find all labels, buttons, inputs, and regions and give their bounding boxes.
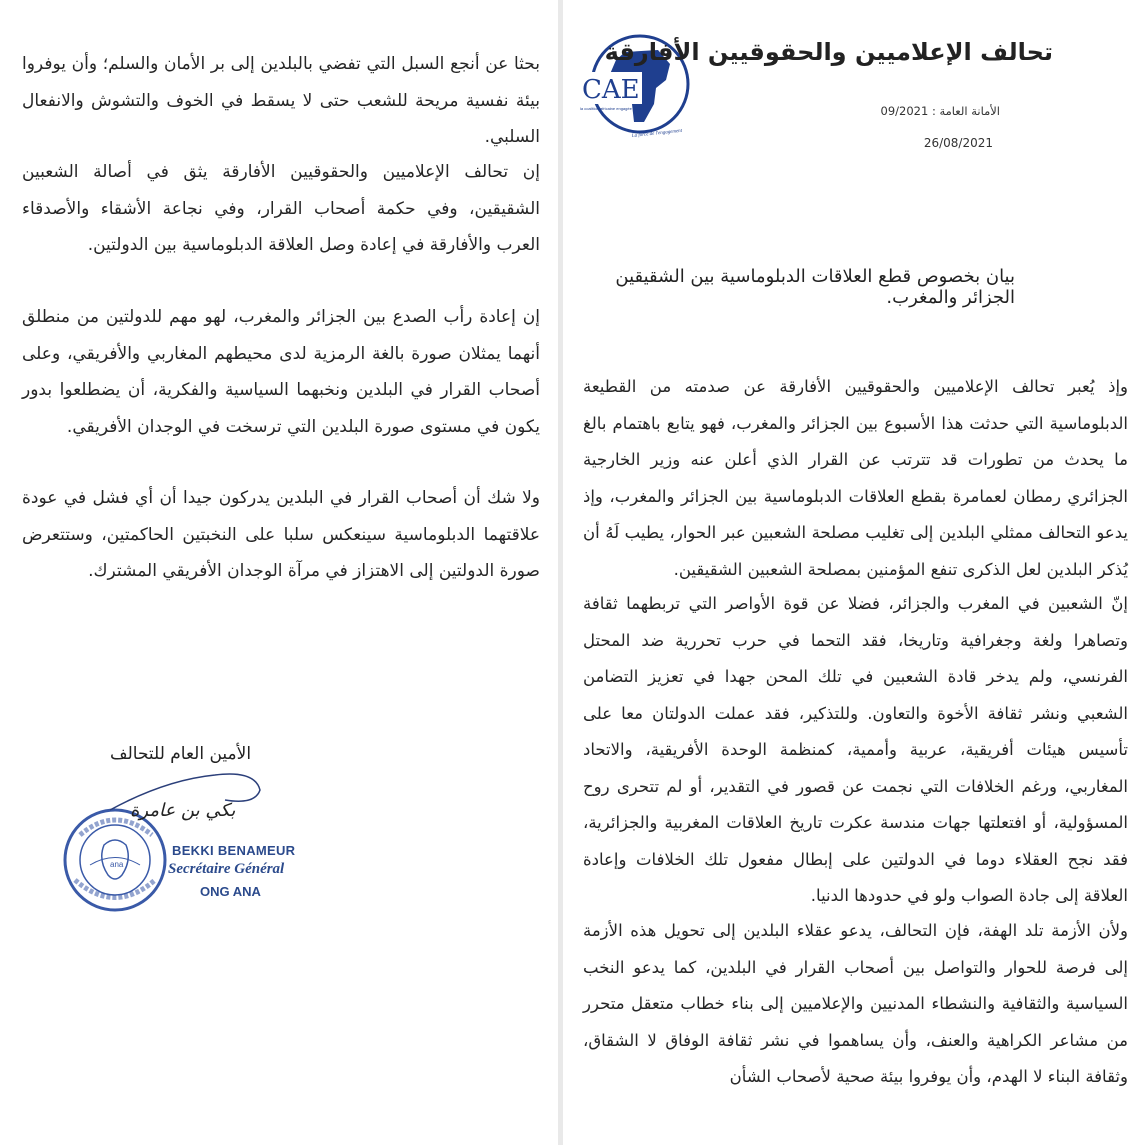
statement-subject: بيان بخصوص قطع العلاقات الدبلوماسية بين الشقيقين الجزائر والمغرب. [615, 266, 1015, 308]
page-one [563, 0, 1145, 1145]
page-two [0, 0, 558, 1145]
logo-acronym: CAE [582, 75, 640, 105]
logo-small-text: la coalition africaine engagée [580, 106, 632, 111]
right-paragraph-1: وإذ يُعبر تحالف الإعلاميين والحقوقيين الأفارقة عن صدمته من القطيعة الدبلوماسية التي حدثت هذا الأسبوع بين الجزائر والمغرب، فهو يتابع باهتمام بالغ ما يحدث من تطورات قد تترتب عن القرار الذي أعلن عنه وزير الخارجية الجزائري رمطان لعمامرة بقطع العلاقات الدبلوماسية بين الجزائر والمغرب، وإذ يدعو التحالف ممثلي البلدين إلى تغليب مصلحة الشعبين عبر الحوار، يطيب لَهُ أن يُذكر البلدين لعل الذكرى تنفع المؤمنين بمصلحة الشعبين الشقيقين. [583, 377, 1128, 579]
signatory-name: BEKKI BENAMEUR [172, 843, 296, 858]
signature-flourish [105, 760, 265, 820]
reference-number: الأمانة العامة : 09/2021 [880, 104, 1000, 118]
signatory-role: Secrétaire Général [168, 861, 285, 877]
left-paragraph-2: إن تحالف الإعلاميين والحقوقيين الأفارقة يثق في أصالة الشعبين الشقيقين، وفي حكمة أصحاب القرار، وفي نجاعة الأشقاء والأصدقاء العرب والأفارقة في إعادة وصل العلاقة الدبلوماسية بين الدولتين. [22, 162, 540, 255]
right-paragraph-3: ولأن الأزمة تلد الهفة، فإن التحالف، يدعو عقلاء البلدين إلى تحويل هذه الأزمة إلى فرصة للحوار والتواصل بين أصحاب القرار في البلدين، كما يدعو النخب السياسية والثقافية والنشطاء المدنيين والإعلاميين إلى بناء خطاب متعقل متحرر من مشاعر الكراهية والعنف، وأن يساهموا في نشر ثقافة الوفاق لا الشقاق، وثقافة البناء لا الهدم، وأن يوفروا بيئة صحية لأصحاب الشأن [583, 921, 1128, 1086]
handwritten-signature: بكي بن عامرة [130, 800, 236, 821]
left-paragraph-3: إن إعادة رأب الصدع بين الجزائر والمغرب، لهو مهم للدولتين من منطلق أنهما يمثلان صورة بالغة الرمزية لدى محيطهم المغاربي والأفريقي، وعلى أصحاب القرار في البلدين ونخبهما السياسية والفكرية، أن يضطلعوا بدور يكون في مستوى صورة البلدين التي ترسخت في الوجدان الأفريقي. [22, 307, 540, 437]
signatory-org: ONG ANA [200, 884, 261, 899]
right-paragraph-2: إنّ الشعبين في المغرب والجزائر، فضلا عن قوة الأواصر التي تربطهما ثقافة وتصاهرا ولغة وجغرافية وتاريخا، فقد التحما في حرب تحررية ضد المحتل الفرنسي، ولم يدخر قادة الشعبين في تلك المحن جهدا في تعزيز التضامن الشعبي ونشر ثقافة الأخوة والتعاون. وللتذكير، فقد عملت الدولتان معا على تأسيس هيئات أفريقية، عربية وأممية، كمنظمة الوحدة الأفريقية، والاتحاد المغاربي، ورغم الخلافات التي نجمت عن قصور في التقدير، أو لم تتحرى روح المسؤولية، أو افتعلتها جهات مندسة عكرت تاريخ العلاقات المغربية والجزائرية، فقد نجح العقلاء دوما في الدولتين على إبطال مفعول تلك الخلافات وإعادة العلاقة إلى جادة الصواب ولو في حدودها الدنيا. [583, 594, 1128, 905]
document-date: 26/08/2021 [923, 136, 993, 150]
logo-tagline: La force de l'engagement [631, 128, 683, 139]
organization-stamp [60, 805, 170, 915]
left-paragraph-4: ولا شك أن أصحاب القرار في البلدين يدركون جيدا أن أي فشل في عودة علاقتهما الدبلوماسية سينعكس سلبا على النخبتين الحاكمتين، وستتعرض صورة الدولتين إلى الاهتزاز في مرآة الوجدان الأفريقي المشترك. [22, 488, 540, 581]
signature-title: الأمين العام للتحالف [110, 744, 252, 764]
organization-title: تحالف الإعلاميين والحقوقيين الأفارقة [604, 38, 1053, 66]
left-paragraph-1: بحثا عن أنجع السبل التي تفضي بالبلدين إلى بر الأمان والسلم؛ وأن يوفروا بيئة نفسية مريحة للشعب حتى لا يسقط في الخوف والتشوش والانفعال السلبي. [22, 54, 540, 147]
svg-text:ana: ana [110, 860, 124, 869]
